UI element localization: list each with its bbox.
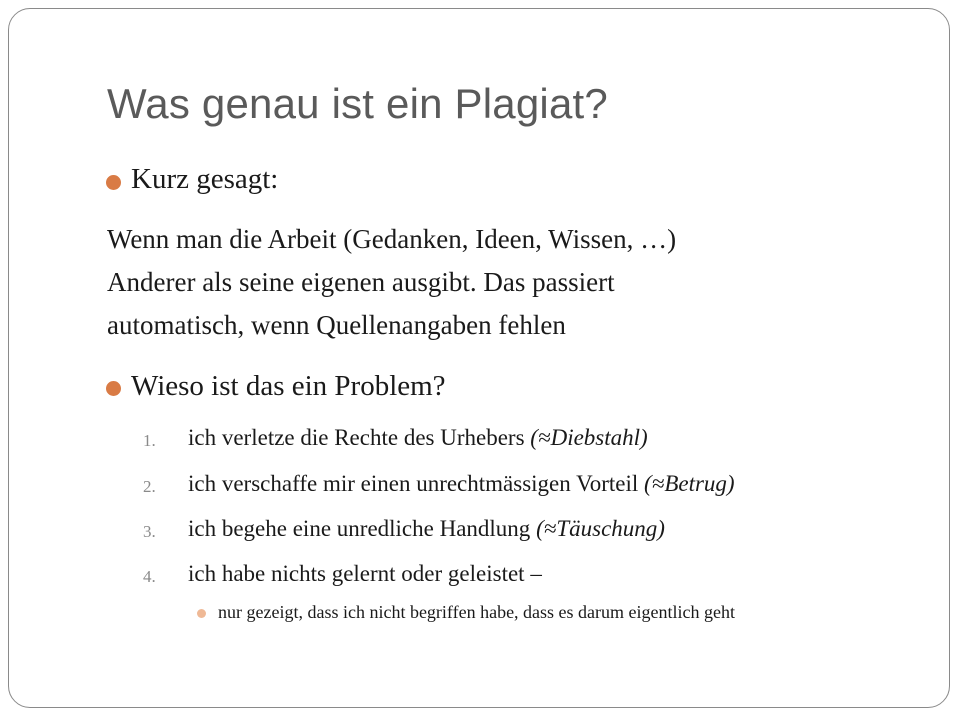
sub-bullet-text: nur gezeigt, dass ich nicht begriffen habe, dass es darum eigentlich geht [218,602,735,622]
bullet-dot-icon [106,175,121,190]
list-number: 3. [143,522,156,541]
slide-title: Was genau ist ein Plagiat? [107,80,608,127]
list-item-note: (≈Diebstahl) [530,425,648,450]
list-item [188,516,665,542]
list-item-text: ich begehe eine unredliche Handlung [188,516,537,541]
list-item-text: ich verletze die Rechte des Urhebers [188,425,531,450]
paragraph-line: automatisch, wenn Quellenangaben fehlen [107,310,566,340]
list-number: 4. [143,567,156,586]
list-item-text: ich verschaffe mir einen unrechtmässigen Vorteil [188,471,645,496]
bullet-kurz-gesagt: Kurz gesagt: [131,163,279,195]
paragraph-line: Wenn man die Arbeit (Gedanken, Ideen, Wissen, …) [107,224,677,254]
list-item [188,561,542,587]
list-item-text: ich habe nichts gelernt oder geleistet – [188,561,542,586]
definition-paragraph [107,218,867,347]
list-item [188,425,648,451]
paragraph-line: Anderer als seine eigenen ausgibt. Das passiert [107,267,615,297]
sub-bullet-dot-icon [197,609,206,618]
list-number: 2. [143,477,156,496]
list-item-note: (≈Täuschung) [536,516,665,541]
bullet-dot-icon [106,381,121,396]
list-item-note: (≈Betrug) [644,471,735,496]
list-item [188,471,735,497]
bullet-problem: Wieso ist das ein Problem? [131,370,446,402]
list-number: 1. [143,431,156,450]
